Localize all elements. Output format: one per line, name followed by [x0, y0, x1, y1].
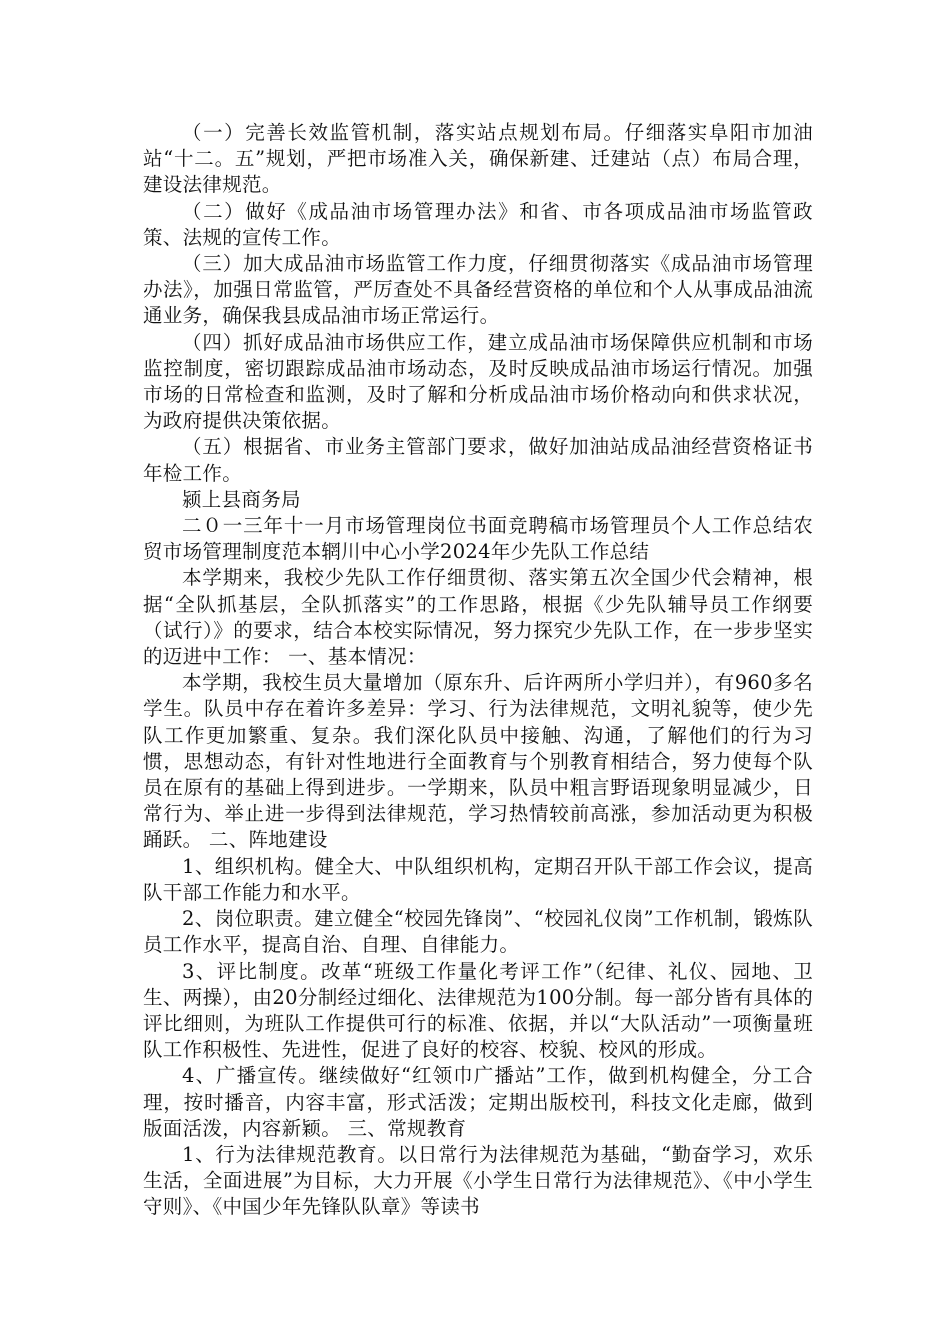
paragraph-evaluation-system: 3、评比制度。改革“班级工作量化考评工作”（纪律、礼仪、园地、卫生、两操），由20分制经过细化、法律规范为100分制。每一部分皆有具体的评比细则，为班队工作提供可行的标准、依据，并以“大队活动”一项衡量班队工作积极性、先进性，促进了良好的校容、校貌、校风的形成。: [143, 959, 813, 1062]
paragraph-post-duties: 2、岗位职责。建立健全“校园先锋岗”、“校园礼仪岗”工作机制，锻炼队员工作水平，提高自治、自理、自律能力。: [143, 907, 813, 957]
document-body: [143, 120, 813, 1221]
paragraph-policy-publicity: （二）做好《成品油市场管理办法》和省、市各项成品油市场监管政策、法规的宣传工作。: [143, 199, 813, 249]
paragraph-basic-situation: 本学期，我校生员大量增加（原东升、后许两所小学归并），有960多名学生。队员中存在着许多差异：学习、行为法律规范，文明礼貌等，使少先队工作更加繁重、复杂。我们深化队员中接触、沟通，了解他们的行为习惯，思想动态，有针对性地进行全面教育与个别教育相结合，努力使每个队员在原有的基础上得到进步。一学期来，队员中粗言野语现象明显减少，日常行为、举止进一步得到法律规范，学习热情较前高涨，参加活动更为积极踊跃。 二、阵地建设: [143, 671, 813, 852]
paragraph-signature-bureau: 颍上县商务局: [182, 487, 301, 511]
paragraph-broadcast: 4、广播宣传。继续做好“红领巾广播站”工作，做到机构健全，分工合理，按时播音，内容丰富，形式活泼；定期出版校刊，科技文化走廊，做到版面活泼，内容新颖。 三、常规教育: [143, 1064, 813, 1140]
paragraph-market-supply: （四）抓好成品油市场供应工作，建立成品油市场保障供应机制和市场监控制度，密切跟踪成品油市场动态，及时反映成品油市场运行情况。加强市场的日常检查和监测，及时了解和分析成品油市场价格动向和供求状况，为政府提供决策依据。: [143, 330, 813, 433]
paragraph-intro: 本学期来，我校少先队工作仔细贯彻、落实第五次全国少代会精神，根据“全队抓基层，全队抓落实”的工作思路，根据《少先队辅导员工作纲要（试行）》的要求，结合本校实际情况，努力探究少先队工作，在一步步坚实的迈进中工作： 一、基本情况：: [143, 566, 813, 669]
paragraph-monitoring-mechanism: （一）完善长效监管机制，落实站点规划布局。仔细落实阜阳市加油站“十二。五”规划，严把市场准入关，确保新建、迁建站（点）布局合理，建设法律规范。: [143, 121, 813, 197]
paragraph-organization: 1、组织机构。健全大、中队组织机构，定期召开队干部工作会议，提高队干部工作能力和水平。: [143, 854, 813, 904]
paragraph-date-and-titles: 二０一三年十一月市场管理岗位书面竞聘稿市场管理员个人工作总结农贸市场管理制度范本辋川中心小学2024年少先队工作总结: [143, 514, 813, 564]
paragraph-behavior-education: 1、行为法律规范教育。以日常行为法律规范为基础，“勤奋学习，欢乐生活，全面进展”为目标，大力开展《小学生日常行为法律规范》、《中小学生守则》、《中国少年先锋队队章》等读书: [143, 1142, 813, 1219]
paragraph-market-supervision: （三）加大成品油市场监管工作力度，仔细贯彻落实《成品油市场管理办法》，加强日常监管，严厉查处不具备经营资格的单位和个人从事成品油流通业务，确保我县成品油市场正常运行。: [143, 252, 813, 328]
paragraph-annual-inspection: （五）根据省、市业务主管部门要求，做好加油站成品油经营资格证书年检工作。: [143, 435, 813, 485]
